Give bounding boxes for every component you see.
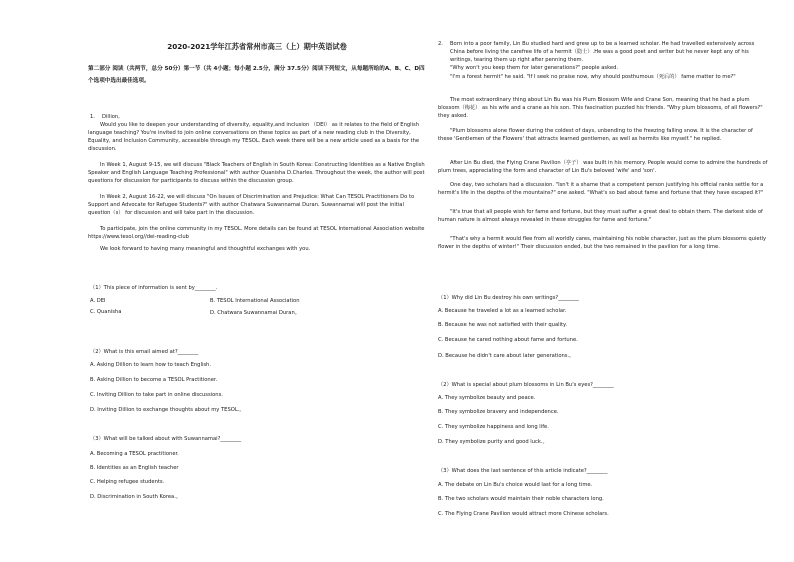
option-c[interactable]: C. Helping refugee students. <box>90 479 165 485</box>
option-a[interactable]: A. Becoming a TESOL practitioner. <box>90 451 179 457</box>
option-b[interactable]: B. They symbolize bravery and independence. <box>438 409 559 415</box>
passage1-paragraph: To participate, join the online community in my TESOL. More details can be found at TESOL International Association website https://www.tesol.org//dei-reading-club <box>88 226 425 240</box>
option-b[interactable]: B. The two scholars would maintain their noble characters long. <box>438 496 604 502</box>
option-c[interactable]: C. Because he cared nothing about fame and fortune. <box>438 337 578 343</box>
question-stem: （2）What is special about plum blossoms in Lin Bu's eyes?________ <box>438 382 614 388</box>
option-b[interactable]: B. Because he was not satisfied with their quality. <box>438 322 568 328</box>
passage1-number: 1. <box>90 114 95 120</box>
option-c[interactable]: C. Inviting Dillion to take part in online discussions. <box>90 392 223 398</box>
section-instructions: 第二部分 阅读（共两节，总分 50分）第一节（共 4小题；每小题 2.5分，满分 37.5分）阅读下列短文，从每题所给的A、B、C、D四个选项中选出最佳选项。 <box>88 66 425 84</box>
passage2-number: 2. <box>438 41 443 47</box>
passage1-paragraph: We look forward to having many meaningful and thoughtful exchanges with you. <box>100 246 311 252</box>
option-b[interactable]: B. Identities as an English teacher <box>90 465 179 471</box>
passage2-paragraph: "Why won't you keep them for later generations?" people asked. <box>450 65 619 71</box>
option-a[interactable]: A. Because he traveled a lot as a learned scholar. <box>438 308 567 314</box>
option-b[interactable]: B. Asking Dillion to become a TESOL Practitioner. <box>90 377 218 383</box>
passage1-paragraph: Would you like to deepen your understanding of diversity, equality,and inclusion （DEI） as it relates to the field of English language teaching? You're invited to join online conversations on these topics as part of a new reading club in the Diversity, Equality, and Inclusion Community, accessible through my TESOL. Each week there will be a new article used as a basis for the discussion. <box>88 122 420 152</box>
option-c[interactable]: C. Quanisha <box>90 309 122 315</box>
question-stem: （3）What will be talked about with Suwannamai?________ <box>90 436 242 442</box>
question-stem: （3）What does the last sentence of this article indicate?________ <box>438 468 608 474</box>
option-d[interactable]: D. Discrimination in South Korea.。 <box>90 494 182 500</box>
option-a[interactable]: A. DEI <box>90 298 106 304</box>
question-stem: （1）This piece of information is sent by________. <box>90 285 218 291</box>
option-a[interactable]: A. Asking Dillion to learn how to teach English. <box>90 362 211 368</box>
option-a[interactable]: A. The debate on Lin Bu's choice would last for a long time. <box>438 482 593 488</box>
passage2-paragraph: After Lin Bu died, the Flying Crane Pavilion（亭子） was built in his memory. People would come to admire the hundreds of plum trees, appreciating the form and character of Lin Bu's beloved 'wife' and 'son'. <box>438 160 768 174</box>
passage2-paragraph: "That's why a hermit would flee from all worldly cares, maintaining his noble character, just as the plum blossoms quietly flower in the depths of winter!" Their discussion ended, but the two remained in the pavilion for a long time. <box>438 236 767 250</box>
option-d[interactable]: D. Chatwara Suwannamai Duran。 <box>210 310 300 316</box>
option-c[interactable]: C. They symbolize happiness and long life. <box>438 424 549 430</box>
passage1-paragraph: In Week 1, August 9-15, we will discuss "Black Teachers of English in South Korea: Constructing Identities as a Native English Speaker and English Language Teaching Professional" with author Quanisha D.Charles. Throughout the week, the author will post questions for discussion for participants to discuss within the discussion group. <box>88 162 425 184</box>
passage2-paragraph: "Plum blossoms alone flower during the coldest of days, unbending to the freezing falling snow. It is the character of these 'Gentlemen of the Flowers' that attracts learned gentlemen, as well as hermits like myself." he replied. <box>438 128 753 142</box>
option-b[interactable]: B. TESOL International Association <box>210 298 300 304</box>
passage2-paragraph: One day, two scholars had a discussion. "Isn't it a shame that a competent person justifying his official ranks settle for a hermit's life in the depths of the mountains?" one asked. "What's so bad about fame and fortune that they have escaped it?" <box>438 182 764 196</box>
passage2-paragraph: "It's true that all people wish for fame and fortune, but they must suffer a great deal to obtain them. The darkest side of human nature is almost always revealed in these struggles for fame and fortune." <box>438 209 763 223</box>
page-title: 2020-2021学年江苏省常州市高三（上）期中英语试卷 <box>167 42 347 51</box>
passage2-paragraph: Born into a poor family, Lin Bu studied hard and grew up to be a learned scholar. He had travelled extensively across China before living the carefree life of a hermit（隐士）.He was a good poet and writer but he never kept any of his writings, tearing them up right after penning them. <box>450 41 755 63</box>
question-stem: （2）What is this email aimed at?________ <box>90 349 199 355</box>
option-d[interactable]: D. Inviting Dillion to exchange thoughts about my TESOL.。 <box>90 407 245 413</box>
option-d[interactable]: D. Because he didn't care about later generations.。 <box>438 353 575 359</box>
option-a[interactable]: A. They symbolize beauty and peace. <box>438 395 536 401</box>
passage1-greeting: Dillion, <box>102 114 120 120</box>
option-d[interactable]: D. They symbolize purity and good luck.。 <box>438 439 548 445</box>
passage2-paragraph: The most extraordinary thing about Lin Bu was his Plum Blossom Wife and Crane Son, meaning that he had a plum blossom（梅花） as his wife and a crane as his son. This fascination puzzled his friends. "Why plum blossoms, of all flowers?" they asked. <box>438 97 763 119</box>
passage1-paragraph: In Week 2, August 16-22, we will discuss "On Issues of Discrimination and Prejudice: What Can TESOL Practitioners Do to Support and Advocate for Refugee Students?" with author Chatwara Suwannamai Duran. Suwannamai will post the initial question（s） for discussion and will take part in the discussion. <box>88 194 415 216</box>
option-c[interactable]: C. The Flying Crane Pavilion would attract more Chinese scholars. <box>438 511 609 517</box>
question-stem: （1）Why did Lin Bu destroy his own writings?________ <box>438 295 579 301</box>
passage2-paragraph: "I'm a forest hermit" he said. "If I seek no praise now, why should posthumous（死后的） fame matter to me?" <box>450 74 736 80</box>
